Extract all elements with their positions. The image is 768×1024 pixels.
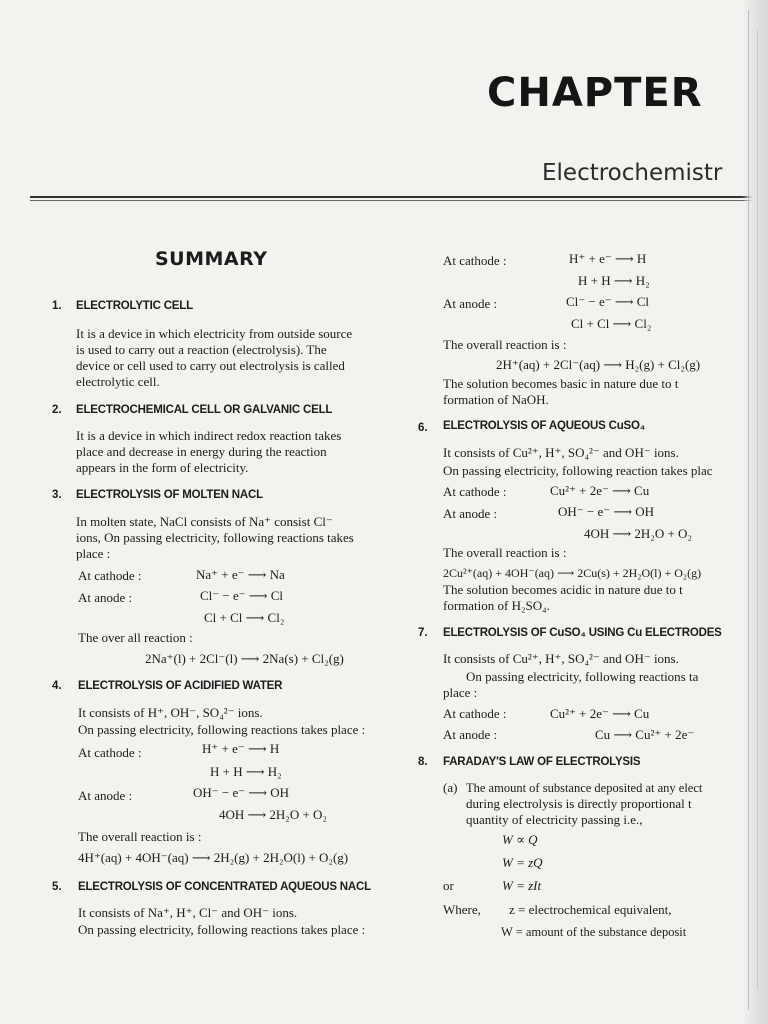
chapter-heading: CHAPTER: [487, 70, 703, 116]
page-edge-line: [748, 10, 749, 1010]
paragraph-line: The solution becomes basic in nature due to t: [443, 376, 679, 391]
cathode-label: At cathode :: [78, 568, 142, 583]
overall-equation: 2Na⁺(l) + 2Cl⁻(l) ⟶ 2Na(s) + Cl₂(g): [145, 651, 344, 666]
paragraph-line: It consists of Cu²⁺, H⁺, SO₄²⁻ and OH⁻ ions.: [443, 651, 679, 666]
section-title-galvanic-cell: ELECTROCHEMICAL CELL OR GALVANIC CELL: [76, 404, 333, 416]
paragraph-line: The amount of substance deposited at any elect: [466, 781, 703, 795]
overall-equation: 4H⁺(aq) + 4OH⁻(aq) ⟶ 2H₂(g) + 2H₂O(l) + O₂(g): [78, 850, 349, 865]
paragraph-line: device or cell used to carry out electrolysis is called: [76, 358, 345, 373]
section-number: 6.: [418, 422, 428, 434]
cathode-label: At cathode :: [78, 745, 142, 760]
item-label: (a): [443, 780, 458, 795]
page-edge-line: [757, 30, 758, 990]
anode-equation: Cl⁻ − e⁻ ⟶ Cl: [200, 588, 284, 603]
paragraph-line: It consists of H⁺, OH⁻, SO₄²⁻ ions.: [78, 705, 263, 720]
or-label: or: [443, 878, 454, 893]
section-number: 8.: [418, 756, 428, 768]
paragraph-line: place and decrease in energy during the reaction: [76, 444, 327, 459]
paragraph-line: It is a device in which electricity from outside source: [76, 326, 353, 341]
anode-equation: 4OH ⟶ 2H₂O + O₂: [584, 526, 692, 541]
cathode-equation: Na⁺ + e⁻ ⟶ Na: [196, 567, 285, 582]
section-title-aqueous-cuso4: ELECTROLYSIS OF AQUEOUS CuSO₄: [443, 420, 646, 432]
overall-reaction-label: The overall reaction is :: [78, 829, 202, 844]
cathode-equation: H⁺ + e⁻ ⟶ H: [202, 741, 280, 756]
paragraph-line: It is a device in which indirect redox reaction takes: [76, 428, 342, 443]
anode-label: At anode :: [443, 296, 498, 311]
paragraph-line: formation of NaOH.: [443, 392, 549, 407]
paragraph-line: appears in the form of electricity.: [76, 460, 249, 475]
definition-line: z = electrochemical equivalent,: [509, 902, 672, 917]
definition-line: W = amount of the substance deposit: [501, 925, 687, 939]
header-rule-thin: [30, 200, 768, 201]
cathode-label: At cathode :: [443, 484, 507, 499]
cathode-equation: Cu²⁺ + 2e⁻ ⟶ Cu: [550, 706, 650, 721]
anode-equation: OH⁻ − e⁻ ⟶ OH: [193, 785, 290, 800]
section-title-aqueous-nacl: ELECTROLYSIS OF CONCENTRATED AQUEOUS NACL: [78, 881, 371, 893]
anode-label: At anode :: [78, 788, 133, 803]
cathode-label: At cathode :: [443, 253, 507, 268]
anode-equation: Cu ⟶ Cu²⁺ + 2e⁻: [595, 727, 695, 742]
section-title-faradays-law: FARADAY'S LAW OF ELECTROLYSIS: [443, 756, 641, 768]
paragraph-line: On passing electricity, following reaction takes plac: [443, 463, 713, 478]
anode-label: At anode :: [78, 590, 133, 605]
section-number: 3.: [52, 489, 62, 501]
cathode-equation: H + H ⟶ H₂: [578, 273, 650, 288]
paragraph-line: It consists of Cu²⁺, H⁺, SO₄²⁻ and OH⁻ ions.: [443, 445, 679, 460]
section-number: 4.: [52, 680, 62, 692]
paragraph-line: formation of H₂SO₄.: [443, 598, 550, 613]
section-title-molten-nacl: ELECTROLYSIS OF MOLTEN NACL: [76, 489, 263, 501]
overall-equation: 2Cu²⁺(aq) + 4OH⁻(aq) ⟶ 2Cu(s) + 2H₂O(l) + O₂(g): [443, 566, 702, 580]
cathode-equation: H⁺ + e⁻ ⟶ H: [569, 251, 647, 266]
anode-equation: OH⁻ − e⁻ ⟶ OH: [558, 504, 655, 519]
anode-equation: Cl + Cl ⟶ Cl₂: [571, 316, 652, 331]
cathode-equation: Cu²⁺ + 2e⁻ ⟶ Cu: [550, 483, 650, 498]
section-title-acidified-water: ELECTROLYSIS OF ACIDIFIED WATER: [78, 680, 283, 692]
section-number: 7.: [418, 627, 428, 639]
paragraph-line: It consists of Na⁺, H⁺, Cl⁻ and OH⁻ ions.: [78, 905, 298, 920]
paragraph-line: electrolytic cell.: [76, 374, 160, 389]
anode-equation: Cl + Cl ⟶ Cl₂: [204, 610, 285, 625]
paragraph-line: On passing electricity, following reactions takes place :: [78, 922, 366, 937]
chapter-subtitle: Electrochemistr: [542, 160, 723, 186]
page-edge-shadow: [742, 0, 768, 1024]
section-number: 1.: [52, 300, 62, 312]
section-number: 2.: [52, 404, 62, 416]
paragraph-line: is used to carry out a reaction (electrolysis). The: [76, 342, 327, 357]
overall-reaction-label: The overall reaction is :: [443, 545, 567, 560]
where-label: Where,: [443, 902, 481, 917]
anode-label: At anode :: [443, 727, 498, 742]
anode-label: At anode :: [443, 506, 498, 521]
paragraph-line: quantity of electricity passing i.e.,: [466, 812, 643, 827]
cathode-equation: H + H ⟶ H₂: [210, 764, 282, 779]
anode-equation: 4OH ⟶ 2H₂O + O₂: [219, 807, 327, 822]
section-title-electrolytic-cell: ELECTROLYTIC CELL: [76, 300, 193, 312]
overall-equation: 2H⁺(aq) + 2Cl⁻(aq) ⟶ H₂(g) + Cl₂(g): [496, 357, 701, 372]
formula: W = zQ: [502, 855, 543, 870]
formula: W ∝ Q: [502, 832, 538, 847]
paragraph-line: during electrolysis is directly proportional t: [466, 796, 692, 811]
paragraph-line: On passing electricity, following reactions takes place :: [78, 722, 366, 737]
formula: W = zIt: [502, 878, 542, 893]
paragraph-line: The solution becomes acidic in nature due to t: [443, 582, 683, 597]
section-title-cuso4-cu-electrodes: ELECTROLYSIS OF CuSO₄ USING Cu ELECTRODES: [443, 627, 722, 639]
anode-equation: Cl⁻ − e⁻ ⟶ Cl: [566, 294, 650, 309]
section-number: 5.: [52, 881, 62, 893]
paragraph-line: ions, On passing electricity, following reactions takes: [76, 530, 354, 545]
header-rule: [30, 196, 768, 198]
paragraph-line: On passing electricity, following reactions ta: [466, 669, 699, 684]
paragraph-line: place :: [76, 546, 111, 561]
paragraph-line: place :: [443, 685, 478, 700]
overall-reaction-label: The over all reaction :: [78, 630, 193, 645]
overall-reaction-label: The overall reaction is :: [443, 337, 567, 352]
paragraph-line: In molten state, NaCl consists of Na⁺ consist Cl⁻: [76, 514, 333, 529]
summary-heading: SUMMARY: [155, 248, 268, 270]
cathode-label: At cathode :: [443, 706, 507, 721]
